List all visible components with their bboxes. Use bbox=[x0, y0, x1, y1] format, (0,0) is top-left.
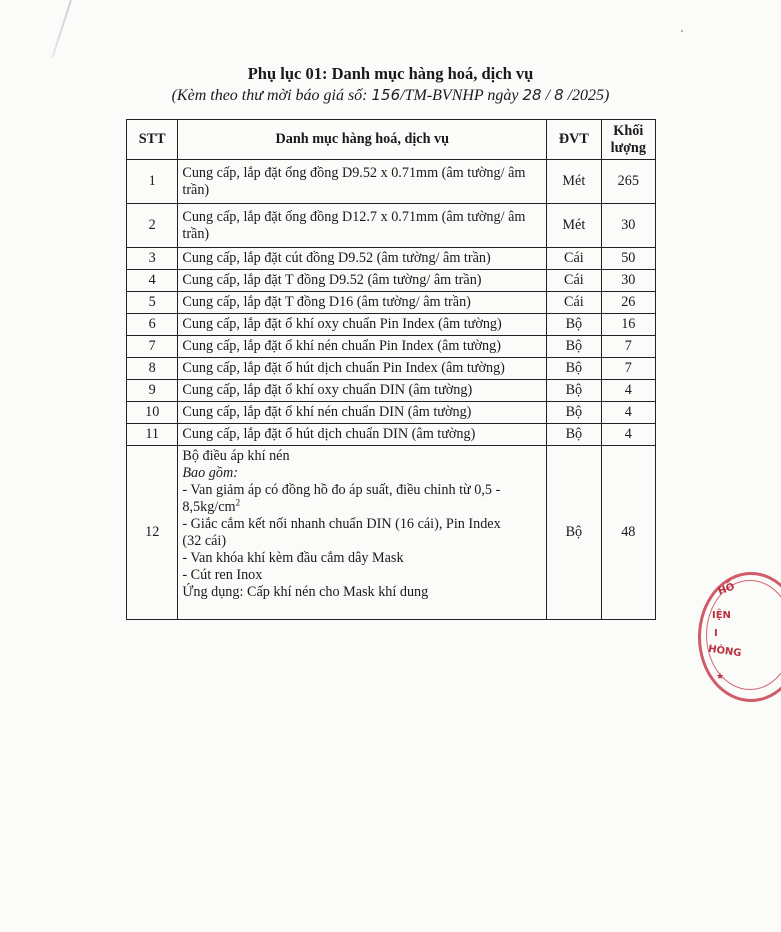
row-unit: Cái bbox=[547, 292, 601, 314]
table-row bbox=[127, 380, 656, 402]
row12-line4 bbox=[182, 499, 542, 516]
row12-line2: Bao gồm: bbox=[182, 465, 238, 481]
table-row bbox=[127, 446, 656, 620]
row-unit: Mét bbox=[547, 204, 601, 248]
header-qty-line1: Khối bbox=[613, 122, 644, 139]
row-stt: 10 bbox=[127, 402, 178, 424]
page-title: Phụ lục 01: Danh mục hàng hoá, dịch vụ bbox=[247, 64, 534, 83]
row-qty: 30 bbox=[601, 204, 655, 248]
row-name: Cung cấp, lắp đặt ổ khí oxy chuẩn Pin Index (âm tường) bbox=[178, 314, 547, 336]
page-subtitle: (Kèm theo thư mời báo giá số: 156/TM-BVNHP ngày 28 / 8 /2025) bbox=[171, 86, 610, 104]
row12-line9: Ứng dụng: Cấp khí nén cho Mask khí dung bbox=[182, 584, 429, 600]
corner-scan-mark bbox=[51, 0, 71, 58]
row-name: Cung cấp, lắp đặt ổ hút dịch chuẩn Pin Index (âm tường) bbox=[178, 358, 547, 380]
goods-table bbox=[126, 119, 656, 620]
row12-line6: (32 cái) bbox=[182, 533, 227, 549]
row12-line5: - Giắc cắm kết nối nhanh chuẩn DIN (16 cái), Pin Index bbox=[182, 516, 501, 532]
stamp-text-2: IỆN bbox=[712, 610, 731, 621]
row-stt: 2 bbox=[127, 204, 178, 248]
doc-number-handwritten: 156 bbox=[371, 86, 401, 104]
row-unit: Bộ bbox=[547, 358, 601, 380]
stamp-text-4: HÒNG bbox=[707, 643, 743, 660]
subtitle-year: /2025) bbox=[567, 87, 610, 104]
header-unit: ĐVT bbox=[547, 120, 601, 160]
row-name: Cung cấp, lắp đặt ổ khí nén chuẩn Pin Index (âm tường) bbox=[178, 336, 547, 358]
table-row bbox=[127, 358, 656, 380]
row-stt: 9 bbox=[127, 380, 178, 402]
table-row bbox=[127, 204, 656, 248]
table-row bbox=[127, 424, 656, 446]
row-unit: Bộ bbox=[547, 336, 601, 358]
scan-speck bbox=[681, 30, 683, 32]
row-name-multiline bbox=[178, 446, 547, 620]
row-name: Cung cấp, lắp đặt ổ hút dịch chuẩn DIN (âm tường) bbox=[178, 424, 547, 446]
row-name: Cung cấp, lắp đặt T đồng D9.52 (âm tường/ âm trần) bbox=[178, 270, 547, 292]
row12-line3: - Van giảm áp có đồng hồ đo áp suất, điều chỉnh từ 0,5 - bbox=[182, 482, 501, 498]
table-row bbox=[127, 248, 656, 270]
row-stt: 6 bbox=[127, 314, 178, 336]
row-unit: Bộ bbox=[547, 314, 601, 336]
row12-line1: Bộ điều áp khí nén bbox=[182, 448, 290, 464]
table-row bbox=[127, 336, 656, 358]
row-stt: 3 bbox=[127, 248, 178, 270]
row-qty: 16 bbox=[601, 314, 655, 336]
header-qty-line2: lượng bbox=[610, 139, 646, 156]
row-qty: 26 bbox=[601, 292, 655, 314]
row12-line4-sup: 2 bbox=[235, 497, 241, 508]
row12-line4-text: 8,5kg/cm bbox=[182, 499, 236, 515]
header-stt: STT bbox=[127, 120, 178, 160]
row-stt: 5 bbox=[127, 292, 178, 314]
row-unit: Mét bbox=[547, 160, 601, 204]
row-qty: 50 bbox=[601, 248, 655, 270]
table-row bbox=[127, 270, 656, 292]
stamp-text-3: I bbox=[714, 628, 718, 639]
stamp-star-icon: ★ bbox=[716, 672, 725, 682]
row-qty: 4 bbox=[601, 380, 655, 402]
row-stt: 8 bbox=[127, 358, 178, 380]
row12-line8: - Cút ren Inox bbox=[182, 567, 263, 583]
row-stt: 1 bbox=[127, 160, 178, 204]
row-name: Cung cấp, lắp đặt ống đồng D9.52 x 0.71mm (âm tường/ âm trần) bbox=[178, 160, 547, 204]
stamp-text-1: HỒ bbox=[716, 581, 737, 598]
subtitle-mid: /TM-BVNHP ngày bbox=[400, 87, 519, 104]
row-unit: Cái bbox=[547, 270, 601, 292]
row-qty: 7 bbox=[601, 358, 655, 380]
table-header-row bbox=[127, 120, 656, 160]
month-handwritten: 8 bbox=[554, 86, 564, 104]
table-row bbox=[127, 402, 656, 424]
table-row bbox=[127, 160, 656, 204]
header-qty bbox=[601, 120, 655, 160]
day-handwritten: 28 bbox=[522, 86, 542, 104]
row-name: Cung cấp, lắp đặt ống đồng D12.7 x 0.71mm (âm tường/ âm trần) bbox=[178, 204, 547, 248]
row-name: Cung cấp, lắp đặt T đồng D16 (âm tường/ âm trần) bbox=[178, 292, 547, 314]
row-name: Cung cấp, lắp đặt ổ khí nén chuẩn DIN (âm tường) bbox=[178, 402, 547, 424]
row-unit: Bộ bbox=[547, 446, 601, 620]
row-qty: 7 bbox=[601, 336, 655, 358]
table-row bbox=[127, 314, 656, 336]
row-qty: 30 bbox=[601, 270, 655, 292]
row-stt: 11 bbox=[127, 424, 178, 446]
header-name: Danh mục hàng hoá, dịch vụ bbox=[178, 120, 547, 160]
row-stt: 7 bbox=[127, 336, 178, 358]
row12-line7: - Van khóa khí kèm đầu cắm dây Mask bbox=[182, 550, 404, 566]
row-stt: 12 bbox=[127, 446, 178, 620]
row-unit: Cái bbox=[547, 248, 601, 270]
row-qty: 4 bbox=[601, 424, 655, 446]
row-unit: Bộ bbox=[547, 402, 601, 424]
row-unit: Bộ bbox=[547, 380, 601, 402]
row-qty: 48 bbox=[601, 446, 655, 620]
table-row bbox=[127, 292, 656, 314]
row-name: Cung cấp, lắp đặt cút đồng D9.52 (âm tường/ âm trần) bbox=[178, 248, 547, 270]
row-stt: 4 bbox=[127, 270, 178, 292]
row-name: Cung cấp, lắp đặt ổ khí oxy chuẩn DIN (âm tường) bbox=[178, 380, 547, 402]
row-qty: 4 bbox=[601, 402, 655, 424]
row-unit: Bộ bbox=[547, 424, 601, 446]
subtitle-prefix: (Kèm theo thư mời báo giá số: bbox=[171, 87, 368, 104]
row-qty: 265 bbox=[601, 160, 655, 204]
